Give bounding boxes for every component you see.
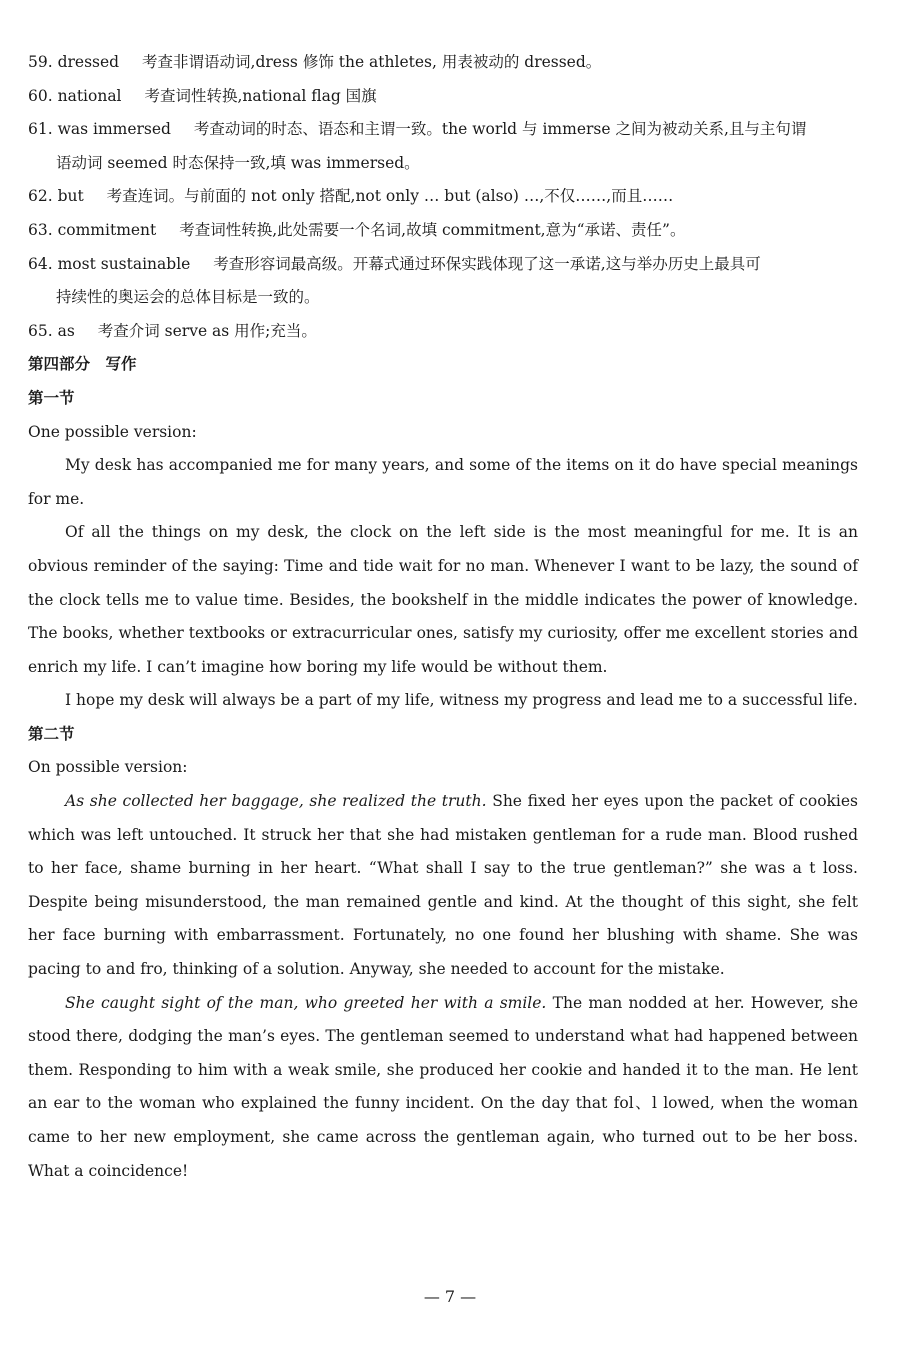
answer-page [28, 46, 858, 1188]
item-number: 65. [28, 321, 53, 340]
item-number: 64. [28, 254, 53, 273]
page-number: — 7 — [423, 1287, 477, 1306]
item-number: 60. [28, 86, 53, 105]
item-note: 考查形容词最高级。开幕式通过环保实践体现了这一承诺,这与举办历史上最具可 [213, 254, 761, 273]
answer-item-61 [28, 113, 858, 147]
answer-item-63 [28, 214, 858, 248]
item-answer: most sustainable [57, 254, 191, 273]
answer-item-60 [28, 80, 858, 114]
paragraph-body: The man nodded at her. However, she stood there, dodging the man’s eyes. The gentleman seemed to understand what had happened between them. Responding to him with a weak smile, she produced her cookie and handed it to the man. He lent an ear to the woman who explained the funny incident. On the day that fol、l lowed, when the woman came to her new employment, she came across the gentleman again, who turned out to be her boss. What a coincidence! [28, 993, 858, 1180]
essay-paragraph: My desk has accompanied me for many years, and some of the items on it do have special meanings for me. [28, 456, 858, 508]
item-answer: was immersed [57, 120, 171, 139]
item-answer: commitment [57, 220, 157, 239]
paragraph-body: She fixed her eyes upon the packet of cookies which was left untouched. It struck her that she had mistaken gentleman for a rude man. Blood rushed to her face, shame burning in her heart. “What shall I say to the true gentleman?” she was a t loss. Despite being misunderstood, the man remained gentle and kind. At the thought of this sight, she felt her face burning with embarrassment. Fortunately, no one found her blushing with shame. She was pacing to and fro, thinking of a solution. Anyway, she needed to account for the mistake. [28, 792, 859, 979]
section-one-heading: 第一节 [28, 388, 75, 407]
item-note: 考查介词 serve as 用作;充当。 [97, 321, 317, 340]
continuation-paragraph [28, 987, 858, 1189]
paragraph-lead-sentence: She caught sight of the man, who greeted her with a smile. [65, 993, 547, 1012]
section-two-intro: On possible version: [28, 758, 188, 777]
item-note-continuation: 语动词 seemed 时态保持一致,填 was immersed。 [56, 153, 420, 172]
item-note: 考查非谓语动词,dress 修饰 the athletes, 用表被动的 dressed。 [142, 53, 602, 71]
item-answer: but [57, 187, 84, 206]
item-answer: as [57, 321, 75, 340]
section-one-intro: One possible version: [28, 422, 197, 441]
part-four-heading: 第四部分 写作 [28, 355, 137, 374]
essay-paragraph: Of all the things on my desk, the clock on the left side is the most meaningful for me. It is an obvious reminder of the saying: Time and tide wait for no man. Whenever I want to be lazy, the sound of the clock tells me to value time. Besides, the bookshelf in the middle indicates the power of knowledge. The books, whether textbooks or extracurricular ones, satisfy my curiosity, offer me excellent stories and enrich my life. I can’t imagine how boring my life would be without them. [28, 523, 858, 676]
answer-item-65 [28, 315, 858, 349]
item-answer: dressed [57, 53, 120, 71]
section-two-heading: 第二节 [28, 724, 75, 743]
answer-item-59 [28, 46, 858, 80]
item-note: 考查词性转换,此处需要一个名词,故填 commitment,意为“承诺、责任”。 [179, 220, 686, 239]
answer-item-62 [28, 180, 858, 214]
continuation-paragraph [28, 785, 858, 987]
item-number: 63. [28, 220, 53, 239]
paragraph-lead-sentence: As she collected her baggage, she realized the truth. [65, 792, 487, 811]
item-note: 考查动词的时态、语态和主谓一致。the world 与 immerse 之间为被动关系,且与主句谓 [193, 120, 807, 139]
item-number: 62. [28, 187, 53, 206]
item-answer: national [57, 86, 122, 105]
item-note-continuation: 持续性的奥运会的总体目标是一致的。 [56, 288, 320, 307]
essay-paragraph: I hope my desk will always be a part of my life, witness my progress and lead me to a successful life. [65, 691, 858, 710]
item-note: 考查连词。与前面的 not only 搭配,not only … but (also) …,不仅……,而且…… [106, 187, 674, 206]
answer-item-64 [28, 248, 858, 282]
item-number: 61. [28, 120, 53, 139]
item-note: 考查词性转换,national flag 国旗 [144, 86, 377, 105]
item-number: 59. [28, 53, 53, 71]
